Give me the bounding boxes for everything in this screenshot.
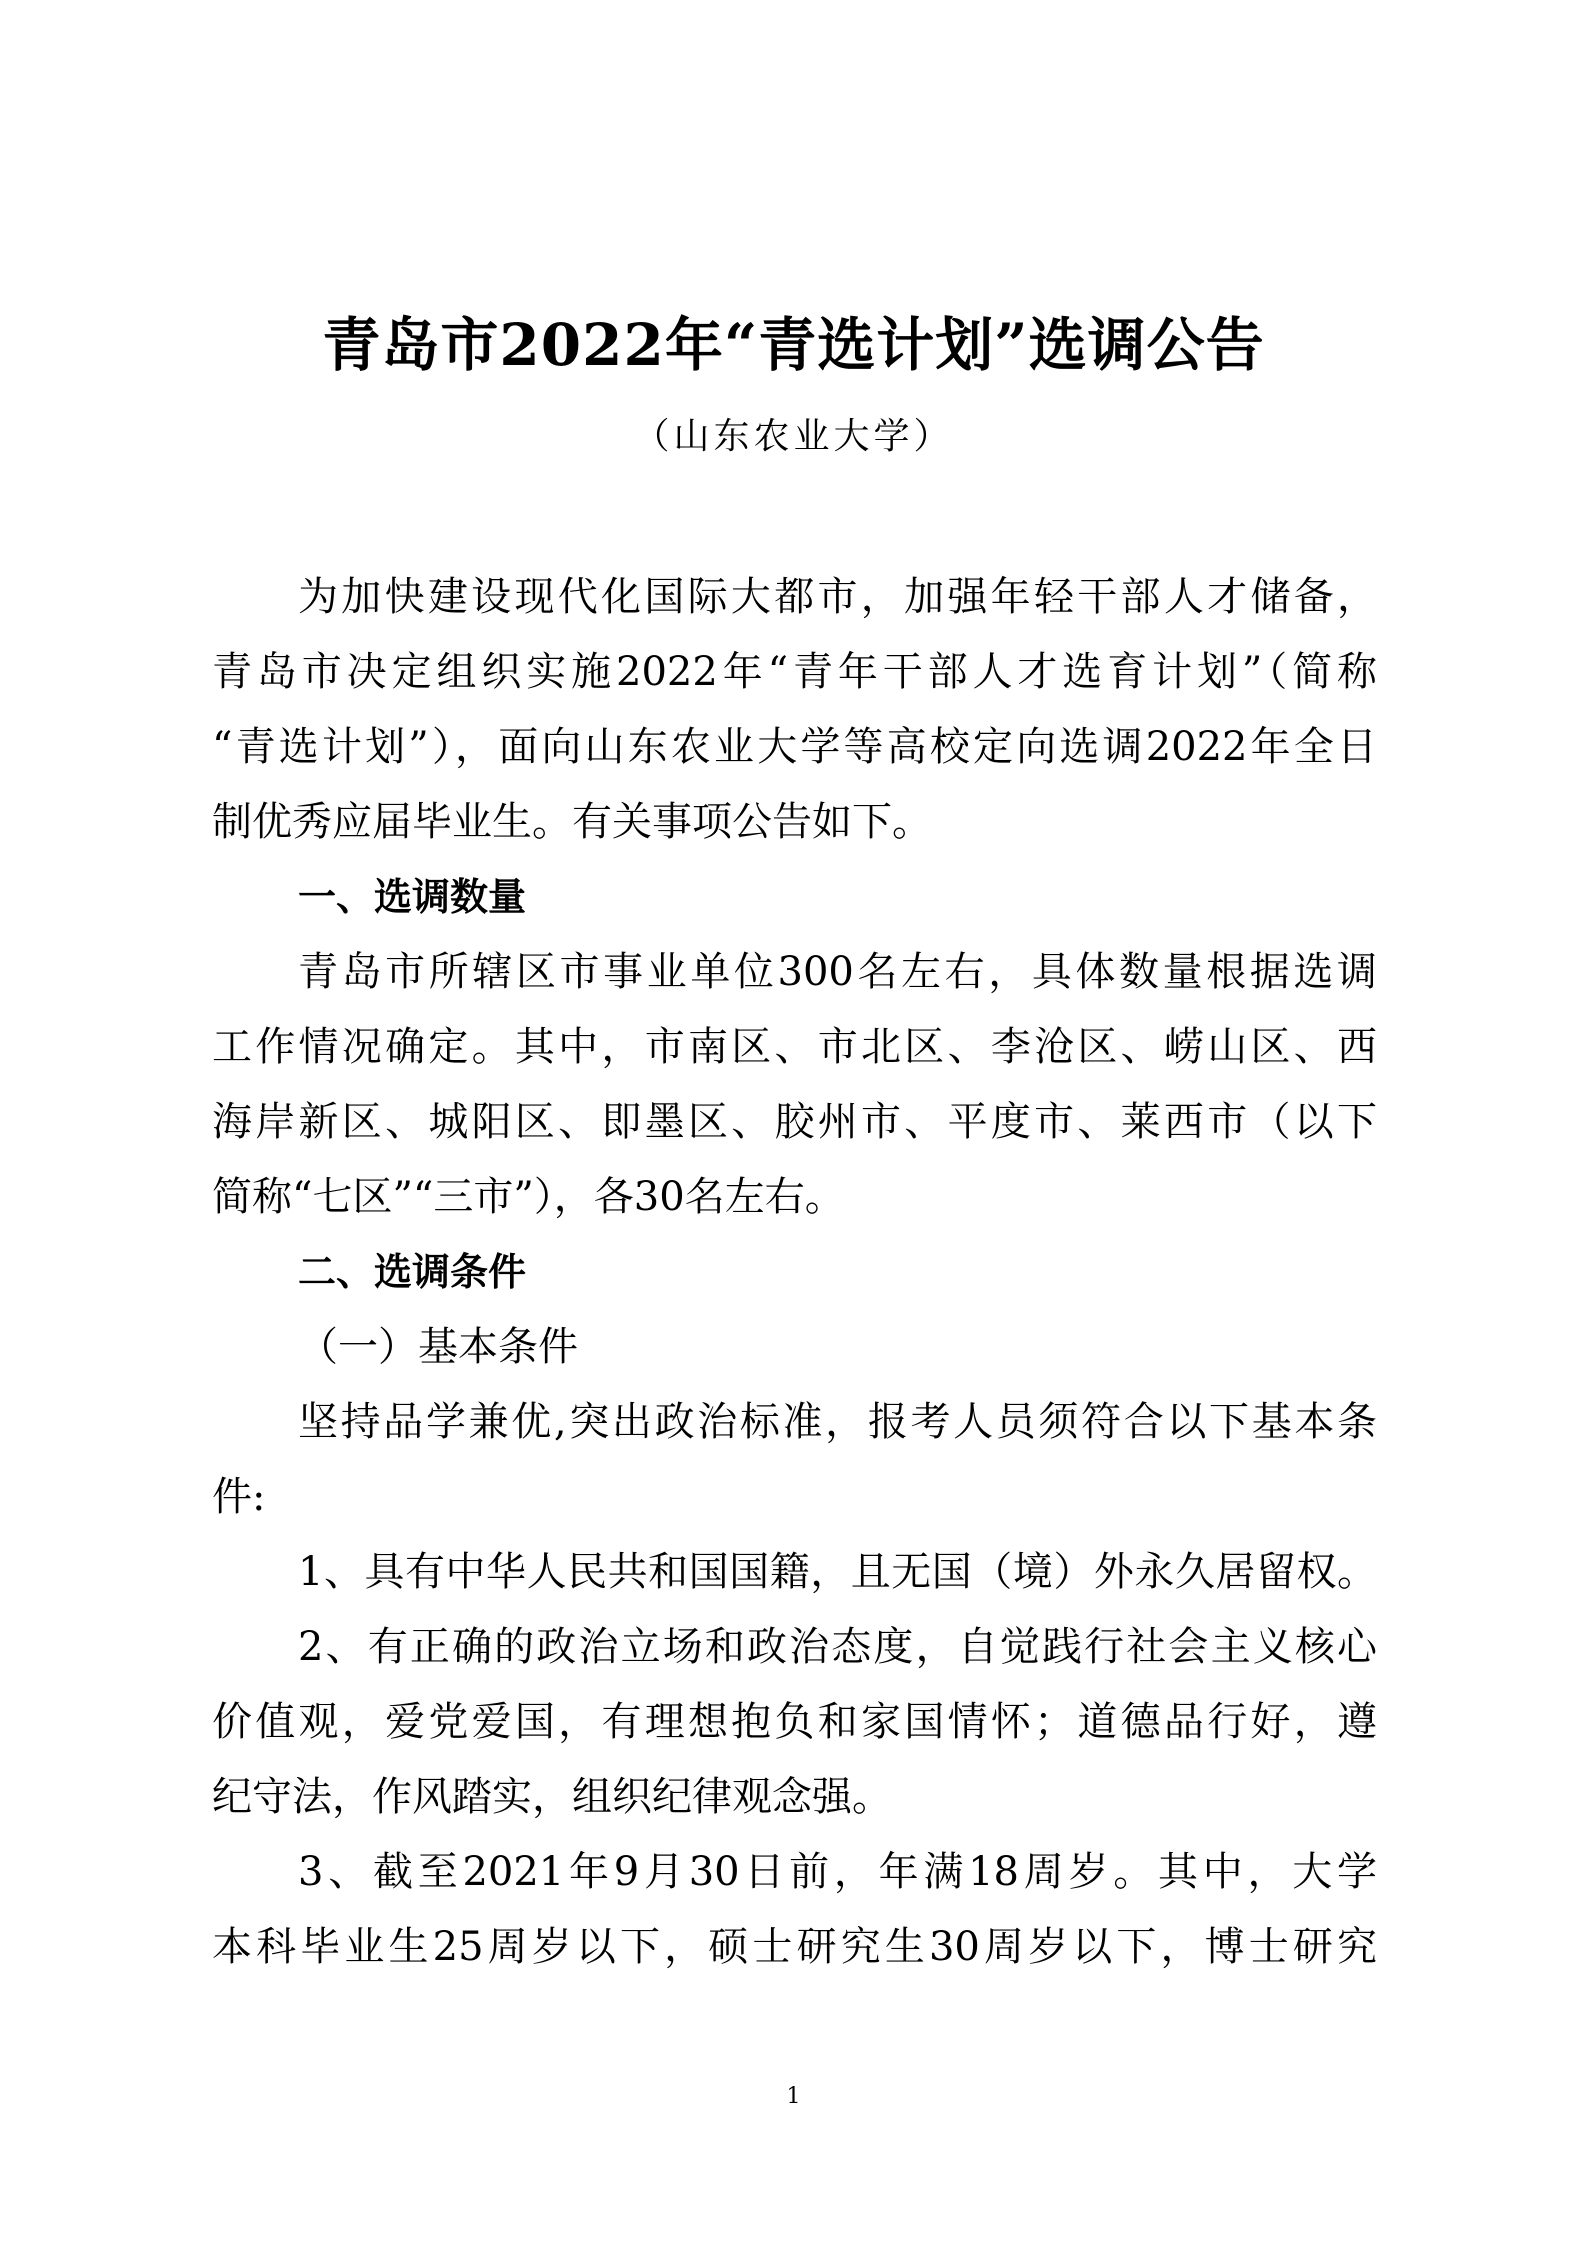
paragraph-line: 青岛市所辖区市事业单位300名左右，具体数量根据选调 [298,949,1377,995]
document-title: 青岛市2022年“青选计划”选调公告 [322,311,1265,379]
paragraph-line: 3、截至2021年9月30日前，年满18周岁。其中，大学 [298,1849,1377,1895]
page-number: 1 [786,2084,801,2109]
subsection-heading: （一）基本条件 [298,1324,578,1370]
paragraph-line: 制优秀应届毕业生。有关事项公告如下。 [212,799,932,845]
paragraph-line: 件: [212,1474,266,1520]
section-heading: 二、选调条件 [298,1250,527,1294]
paragraph-line: 青岛市决定组织实施2022年“青年干部人才选育计划”（简称 [212,649,1377,695]
paragraph-line: 坚持品学兼优,突出政治标准，报考人员须符合以下基本条 [298,1399,1377,1445]
paragraph-line: 2、有正确的政治立场和政治态度，自觉践行社会主义核心 [298,1624,1377,1670]
paragraph-line: 海岸新区、城阳区、即墨区、胶州市、平度市、莱西市（以下 [212,1099,1377,1145]
paragraph-line: 价值观，爱党爱国，有理想抱负和家国情怀；道德品行好，遵 [212,1699,1377,1745]
document-body [212,560,1377,1985]
paragraph-line: 简称“七区”“三市”），各30名左右。 [212,1174,845,1220]
section-heading: 一、选调数量 [298,875,527,919]
paragraph-line: “青选计划”），面向山东农业大学等高校定向选调2022年全日 [212,724,1377,770]
document-subtitle: （山东农业大学） [633,416,954,457]
paragraph-line: 1、具有中华人民共和国国籍，且无国（境）外永久居留权。 [298,1549,1377,1595]
paragraph-line: 工作情况确定。其中，市南区、市北区、李沧区、崂山区、西 [212,1024,1377,1070]
paragraph-line: 本科毕业生25周岁以下，硕士研究生30周岁以下，博士研究 [212,1924,1377,1970]
paragraph-line: 纪守法，作风踏实，组织纪律观念强。 [212,1774,892,1820]
paragraph-line: 为加快建设现代化国际大都市，加强年轻干部人才储备， [298,574,1377,620]
